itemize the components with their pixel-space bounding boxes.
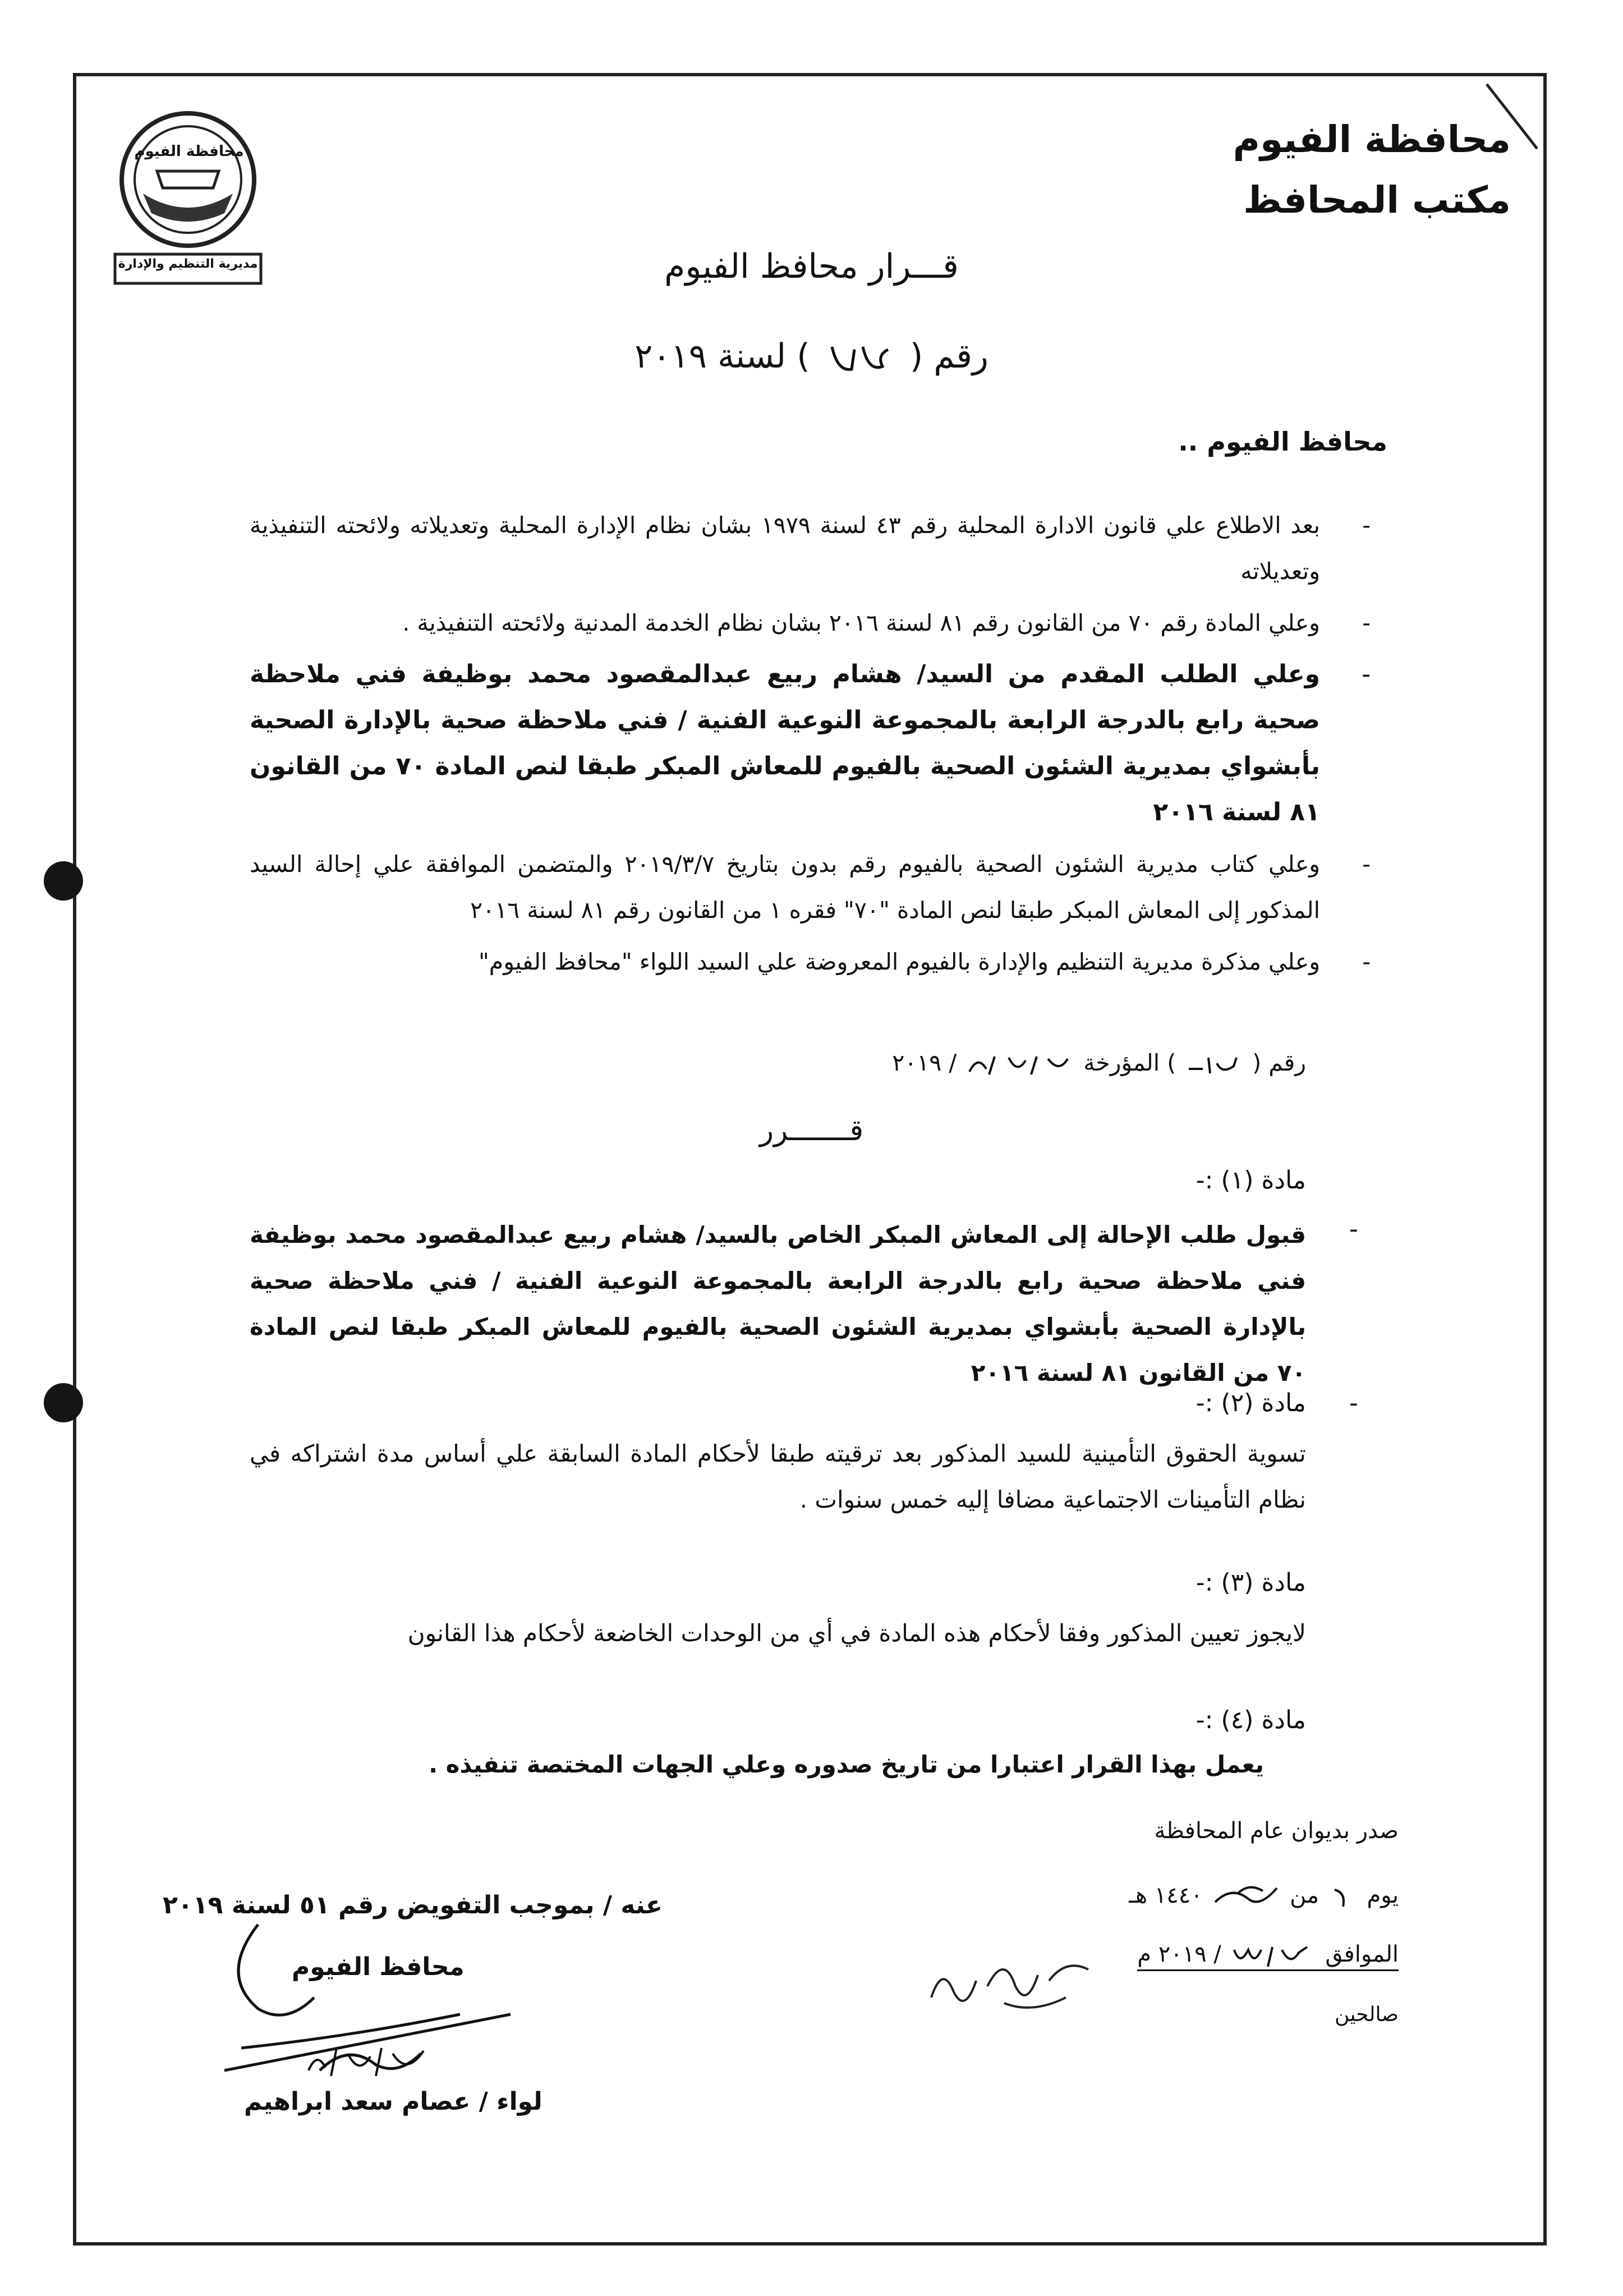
article-4-text: يعمل بهذا القرار اعتبارا من تاريخ صدوره وعلي الجهات المختصة تنفيذه . xyxy=(429,1751,1264,1778)
decree-number-suffix: ) لسنة ٢٠١٩ xyxy=(635,337,810,376)
gregorian-label: الموافق xyxy=(1325,1941,1399,1967)
handwritten-hijri-day xyxy=(1326,1884,1360,1909)
article-1-label: مادة (١) :- xyxy=(1196,1166,1306,1195)
article-3-text: لايجوز تعيين المذكور وفقا لأحكام هذه المادة في أي من الوحدات الخاضعة لأحكام هذا القانون xyxy=(407,1619,1306,1647)
punch-hole-top xyxy=(44,861,83,901)
delegation-line: عنه / بموجب التفويض رقم ٥١ لسنة ٢٠١٩ xyxy=(163,1891,663,1920)
preamble-item: - وعلي مذكرة مديرية التنظيم والإدارة بالفيوم المعروضة علي السيد اللواء "محافظ الفيوم" xyxy=(250,939,1320,985)
handwritten-signature-date xyxy=(303,2042,432,2082)
bullet-dash: - xyxy=(1349,1215,1358,1243)
decree-number-line xyxy=(0,337,1623,378)
corner-tick-mark xyxy=(1481,79,1543,157)
preamble-item: - وعلي كتاب مديرية الشئون الصحية بالفيوم رقم بدون بتاريخ ٢٠١٩/٣/٧ والمتضمن الموافقة علي إحالة السيد المذكور إلى المعاش المبكر طبقا لنص المادة "٧٠" فقره ١ من القانون رقم ٨١ لسنة ٢٠١٦ xyxy=(250,841,1320,933)
article-4-label: مادة (٤) :- xyxy=(1196,1706,1306,1734)
governorate-heading: محافظة الفيوم xyxy=(1233,118,1511,161)
preamble-item: - بعد الاطلاع علي قانون الادارة المحلية رقم ٤٣ لسنة ١٩٧٩ بشان نظام الإدارة المحلية وتعديلاته ولائحته التنفيذية وتعديلاته xyxy=(250,502,1320,594)
memo-ref-year: / ٢٠١٩ xyxy=(892,1049,957,1076)
hijri-day-label: يوم xyxy=(1367,1882,1399,1908)
preamble-item: - وعلي الطلب المقدم من السيد/ هشام ربيع عبدالمقصود محمد بوظيفة فني ملاحظة صحية رابع بالدرجة الرابعة بالمجموعة النوعية الفنية / فني ملاحظة صحية بالإدارة الصحية بأبشواي بمديرية الشئون الصحية بالفيوم للمعاش المبكر طبقا لنص المادة ٧٠ من القانون ٨١ لسنة ٢٠١٦ xyxy=(250,651,1320,835)
handwritten-hijri-month xyxy=(1210,1880,1282,1913)
memo-ref-suffix: ) المؤرخة xyxy=(1083,1049,1176,1076)
article-3-label: مادة (٣) :- xyxy=(1196,1568,1306,1597)
memo-reference-line xyxy=(892,1049,1306,1077)
decree-title: قـــرار محافظ الفيوم xyxy=(664,247,959,286)
addressee: محافظ الفيوم .. xyxy=(1178,426,1387,457)
article-2-label: مادة (٢) :- xyxy=(1196,1389,1306,1417)
issuance-place: صدر بديوان عام المحافظة xyxy=(1154,1818,1399,1844)
article-2-text: تسوية الحقوق التأمينية للسيد المذكور بعد ترقيته طبقا لأحكام المادة السابقة علي أساس مدة اشتراكه في نظام التأمينات الاجتماعية مضافا إليه خمس سنوات . xyxy=(250,1440,1306,1513)
preamble-list xyxy=(250,502,1320,990)
signatory-name: لواء / عصام سعد ابراهيم xyxy=(244,2087,542,2116)
issuance-city: صالحين xyxy=(1334,2003,1399,2026)
signatory-role: محافظ الفيوم xyxy=(292,1953,465,1981)
hijri-mid-label: من xyxy=(1290,1882,1319,1908)
bullet-dash: - xyxy=(1349,1389,1358,1417)
handwritten-gregorian-date xyxy=(1229,1941,1318,1969)
hijri-year: ١٤٤٠ هـ xyxy=(1129,1882,1203,1908)
handwritten-memo-number xyxy=(1183,1052,1245,1077)
punch-hole-bottom xyxy=(44,1383,83,1422)
preamble-item: - وعلي المادة رقم ٧٠ من القانون رقم ٨١ لسنة ٢٠١٦ بشان نظام الخدمة المدنية ولائحته التنفيذية . xyxy=(250,600,1320,646)
gregorian-year: / ٢٠١٩ م xyxy=(1137,1941,1221,1967)
seal-emblem-text: محافظة الفيوم xyxy=(134,143,244,160)
handwritten-note xyxy=(920,1930,1100,2026)
office-heading: مكتب المحافظ xyxy=(1243,178,1511,222)
handwritten-decree-number xyxy=(821,338,899,378)
memo-ref-prefix: رقم ( xyxy=(1252,1049,1306,1076)
handwritten-memo-date xyxy=(964,1052,1076,1077)
issuance-gregorian-line xyxy=(1137,1941,1399,1971)
issuance-hijri-line xyxy=(1129,1880,1399,1913)
seal-label: مديرية التنظيم والإدارة xyxy=(118,257,258,271)
decision-heading: قـــــــرر xyxy=(759,1114,864,1147)
article-1-text: قبول طلب الإحالة إلى المعاش المبكر الخاص بالسيد/ هشام ربيع عبدالمقصود محمد بوظيفة فني ملاحظة صحية رابع بالدرجة الرابعة بالمجموعة النوعية الفنية / فني ملاحظة صحية بالإدارة الصحية بأبشواي بمديرية الشئون الصحية بالفيوم للمعاش المبكر طبقا لنص المادة ٧٠ من القانون ٨١ لسنة ٢٠١٦ xyxy=(250,1221,1306,1386)
decree-number-prefix: رقم ( xyxy=(909,337,988,376)
